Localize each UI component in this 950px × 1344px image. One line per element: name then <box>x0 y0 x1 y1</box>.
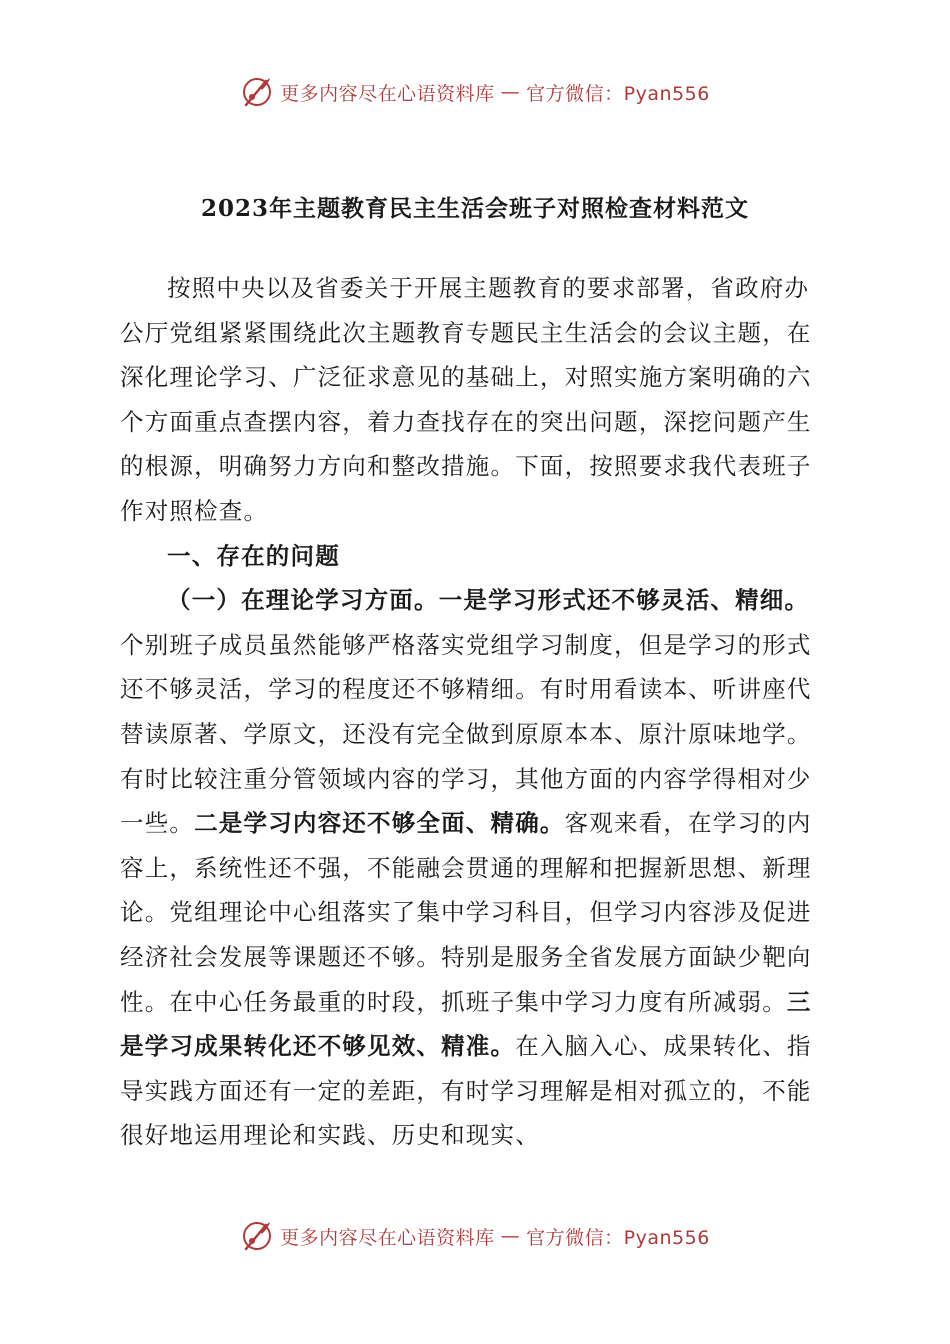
document-title: 2023年主题教育民主生活会班子对照检查材料范文 <box>200 195 749 222</box>
quill-seal-icon <box>240 75 274 109</box>
intro-paragraph: 按照中央以及省委关于开展主题教育的要求部署，省政府办公厅党组紧紧围绕此次主题教育专题民主生活会的会议主题，在深化理论学习、广泛征求意见的基础上，对照实施方案明确的六个方面重点查摆内容，着力查找存在的突出问题，深挖问题产生的根源，明确努力方向和整改措施。下面，按照要求我代表班子作对照检查。 <box>120 274 812 525</box>
point-two-heading: 二是学习内容还不够全面、精确。 <box>194 809 565 838</box>
banner-wechat: 官方微信：Pyan556 <box>526 82 710 105</box>
subsection-lead: （一）在理论学习方面。一是学习形式还不够灵活、精细。 <box>167 586 810 615</box>
subsection-paragraph <box>120 578 820 1158</box>
banner-separator: — <box>500 1225 521 1247</box>
point-three-heading: 三是学习成果转化还不够见效、精准。 <box>120 987 812 1061</box>
subsection-text-1: 个别班子成员虽然能够严格落实党组学习制度，但是学习的形式还不够灵活，学习的程度还不够精细。有时用看读本、听讲座代替读原著、学原文，还没有完全做到原原本本、原汁原味地学。有时比较注重分管领域内容的学习，其他方面的内容学得相对少一些。 <box>120 630 812 838</box>
subsection-text-2: 客观来看，在学习的内容上，系统性还不强，不能融会贯通的理解和把握新思想、新理论。党组理论中心组落实了集中学习科目，但学习内容涉及促进经济社会发展等课题还不够。特别是服务全省发展方面缺少靶向性。在中心任务最重的时段，抓班子集中学习力度有所减弱。 <box>120 809 812 1016</box>
footer-banner <box>0 1218 950 1254</box>
section-heading: 一、存在的问题 <box>167 541 340 570</box>
quill-seal-icon <box>240 1219 274 1253</box>
banner-separator: — <box>500 81 521 103</box>
banner-text: 更多内容尽在心语资料库 <box>280 82 495 105</box>
banner-text: 更多内容尽在心语资料库 <box>280 1226 495 1249</box>
banner-wechat: 官方微信：Pyan556 <box>526 1226 710 1249</box>
document-body <box>120 266 820 1158</box>
header-banner <box>0 74 950 110</box>
subsection-text-3: 在入脑入心、成果转化、指导实践方面还有一定的差距，有时学习理解是相对孤立的，不能很好地运用理论和实践、历史和现实、 <box>120 1032 812 1150</box>
